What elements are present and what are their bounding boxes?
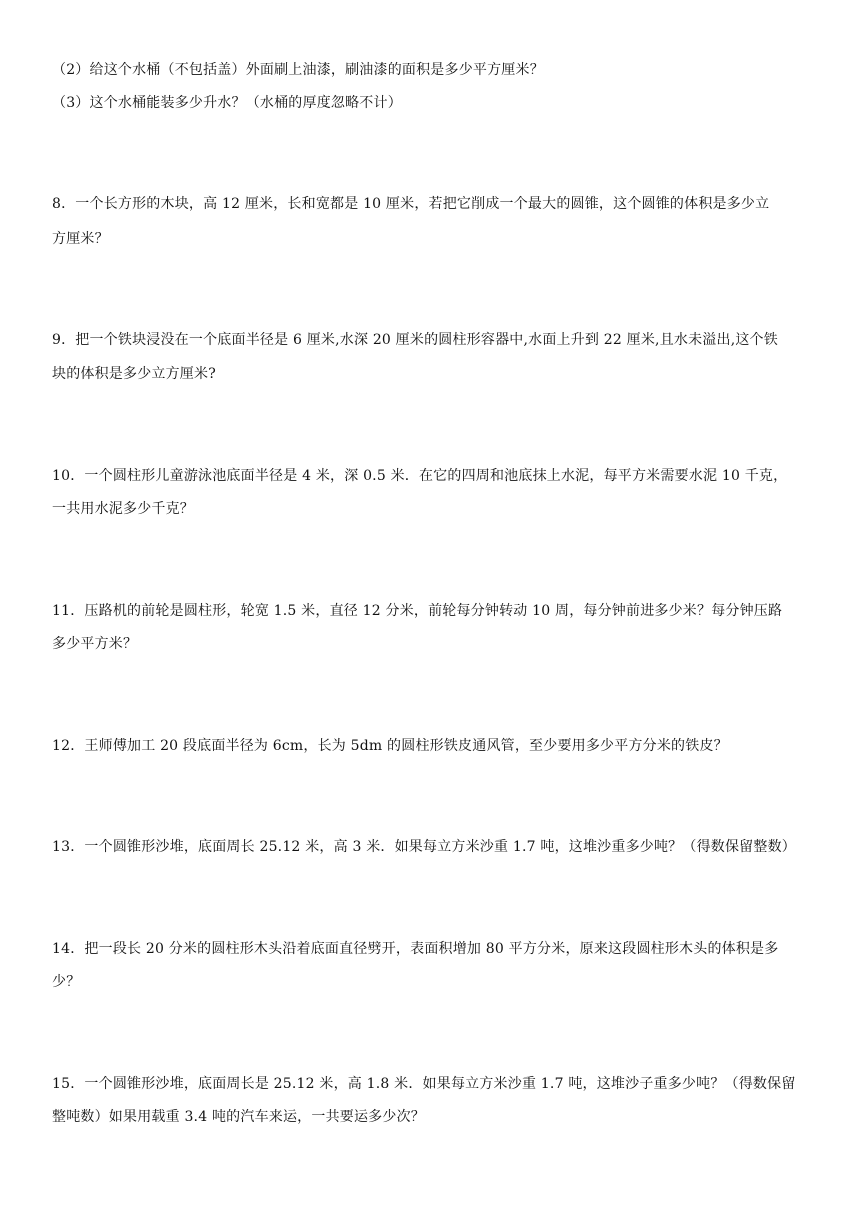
question-14-line-1: 14．把一段长 20 分米的圆柱形木头沿着底面直径劈开，表面积增加 80 平方分米，原来这段圆柱形木头的体积是多 xyxy=(52,941,779,957)
question-9-line-2: 块的体积是多少立方厘米? xyxy=(52,366,216,382)
question-15-line-2: 整吨数）如果用载重 3.4 吨的汽车来运，一共要运多少次？ xyxy=(52,1109,425,1125)
question-7-part-2-text: （2）给这个水桶（不包括盖）外面刷上油漆，刷油漆的面积是多少平方厘米？ xyxy=(52,62,544,78)
question-7-part-3-text: （3）这个水桶能装多少升水？（水桶的厚度忽略不计） xyxy=(52,95,402,111)
question-8-line-1: 8．一个长方形的木块，高 12 厘米，长和宽都是 10 厘米，若把它削成一个最大的圆锥，这个圆锥的体积是多少立 xyxy=(52,196,770,212)
question-13-line-1: 13．一个圆锥形沙堆，底面周长 25.12 米，高 3 米．如果每立方米沙重 1.7 吨，这堆沙重多少吨？（得数保留整数） xyxy=(52,839,796,855)
question-12-line-1: 12．王师傅加工 20 段底面半径为 6cm，长为 5dm 的圆柱形铁皮通风管，至少要用多少平方分米的铁皮？ xyxy=(52,738,728,754)
question-15-line-1: 15．一个圆锥形沙堆，底面周长是 25.12 米，高 1.8 米．如果每立方米沙重 1.7 吨，这堆沙子重多少吨？（得数保留 xyxy=(52,1076,796,1092)
question-14-line-2: 少？ xyxy=(52,974,81,990)
question-11-line-2: 多少平方米？ xyxy=(52,636,138,652)
question-9-line-1: 9．把一个铁块浸没在一个底面半径是 6 厘米,水深 20 厘米的圆柱形容器中,水面上升到 22 厘米,且水未溢出,这个铁 xyxy=(52,332,778,348)
question-8-line-2: 方厘米？ xyxy=(52,231,109,247)
question-10-line-2: 一共用水泥多少千克？ xyxy=(52,501,194,517)
question-11-line-1: 11．压路机的前轮是圆柱形，轮宽 1.5 米，直径 12 分米，前轮每分钟转动 10 周，每分钟前进多少米？每分钟压路 xyxy=(52,603,783,619)
question-10-line-1: 10．一个圆柱形儿童游泳池底面半径是 4 米，深 0.5 米．在它的四周和池底抹上水泥，每平方米需要水泥 10 千克， xyxy=(52,468,788,484)
